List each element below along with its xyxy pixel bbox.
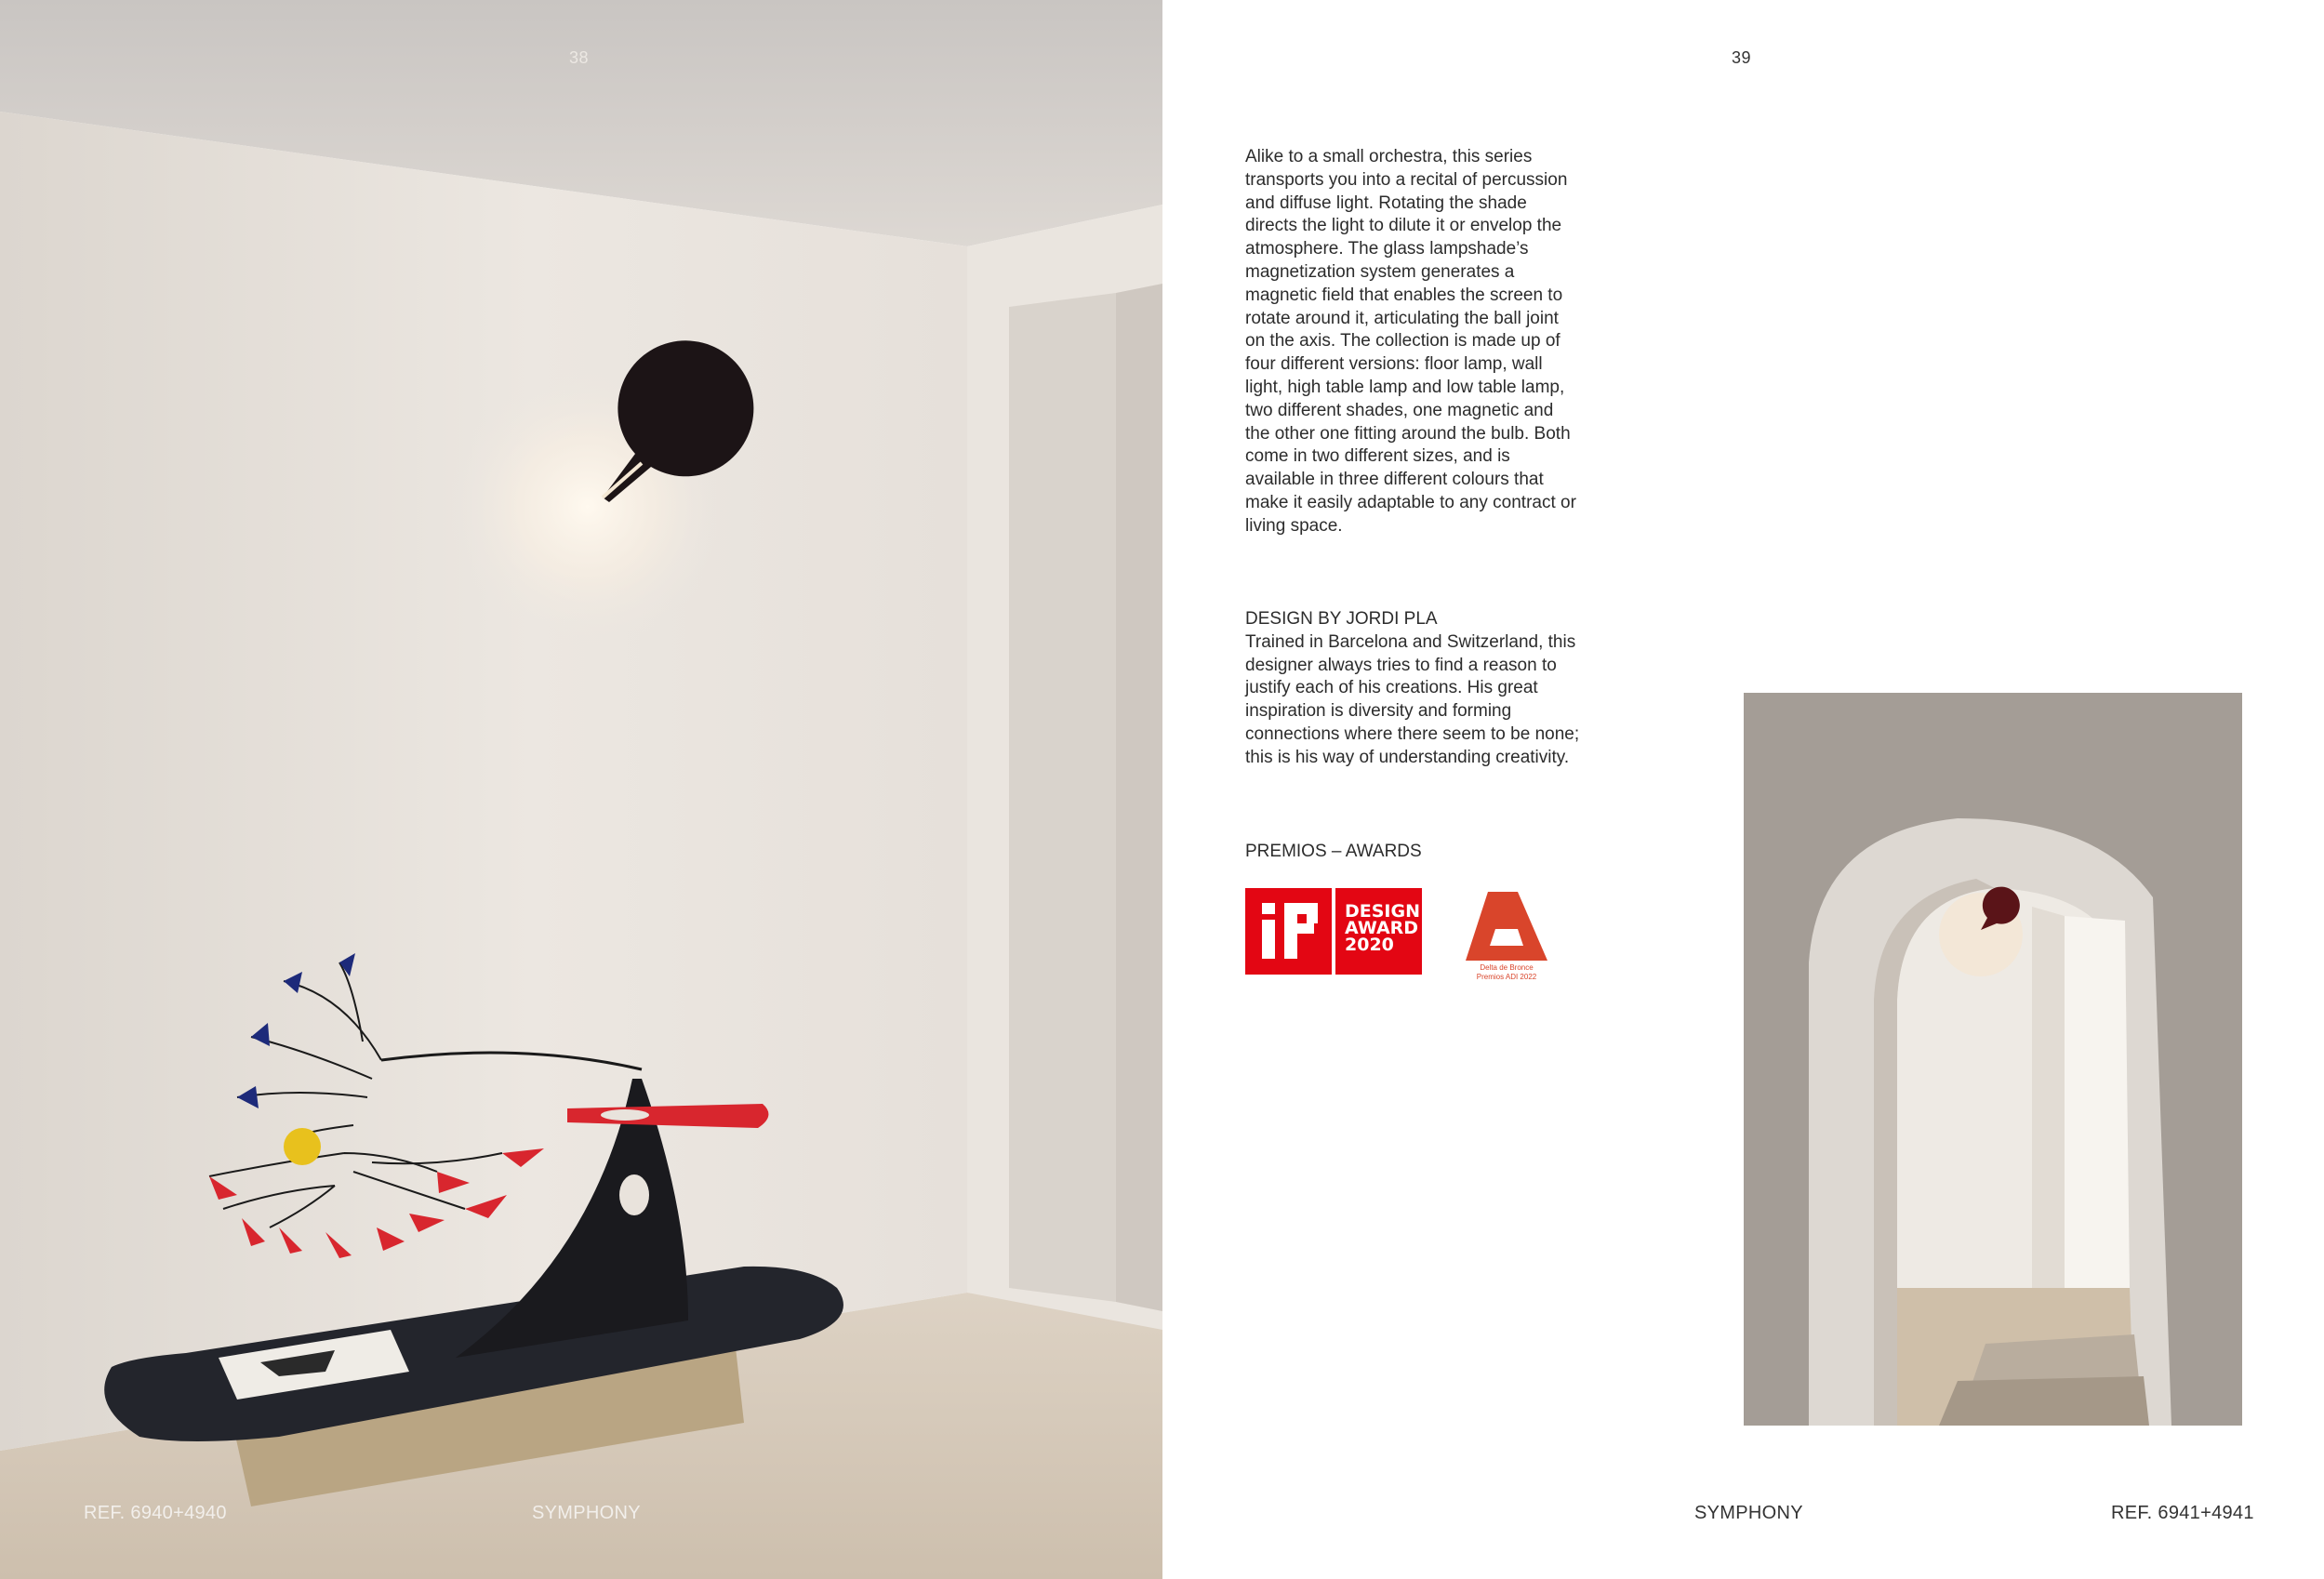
designer-heading: DESIGN BY JORDI PLA <box>1245 609 1438 629</box>
product-description <box>1245 146 1580 538</box>
if-line-3: 2020 <box>1345 935 1394 955</box>
if-line-1: DESIGN <box>1345 901 1421 922</box>
footer-title-left: SYMPHONY <box>532 1503 641 1523</box>
description-text: Alike to a small orchestra, this series transports you into a recital of percussion and diffuse light. Rotating the shade directs the light to dilute it or envelop the atmosphere. The glass lampshade’s magnetization system generates a magnetic field that enables the screen to rotate around it, articulating the ball joint on the axis. The collection is made up of four different versions: floor lamp, wall light, high table lamp and low table lamp, two different shades, one magnetic and the other one fitting around the bulb. Both come in two different sizes, and is available in three different colours that make it easily adaptable to any contract or living space. <box>1245 147 1576 536</box>
footer-ref-left: REF. 6940+4940 <box>84 1503 227 1523</box>
page-number-left: 38 <box>569 48 590 67</box>
adi-caption <box>1462 963 1551 982</box>
footer-title-right: SYMPHONY <box>1694 1503 1803 1523</box>
if-design-award-logo <box>1245 888 1422 975</box>
awards-heading: PREMIOS – AWARDS <box>1245 842 1422 861</box>
designer-section <box>1245 608 1580 770</box>
page-number-right: 39 <box>1732 48 1752 67</box>
archway-photo <box>1744 693 2242 1426</box>
if-award-text <box>1335 888 1422 975</box>
adi-line-1: Delta de Bronce <box>1480 963 1534 972</box>
if-line-2: AWARD <box>1345 918 1419 938</box>
adi-line-2: Premios ADI 2022 <box>1476 973 1537 981</box>
footer-ref-right: REF. 6941+4941 <box>2111 1503 2254 1523</box>
designer-bio: Trained in Barcelona and Switzerland, this designer always tries to find a reason to justify each of his creations. His great inspiration is diversity and forming connections where there seem to be none; this is his way of understanding creativity. <box>1245 631 1580 767</box>
if-mark-icon <box>1245 888 1332 975</box>
